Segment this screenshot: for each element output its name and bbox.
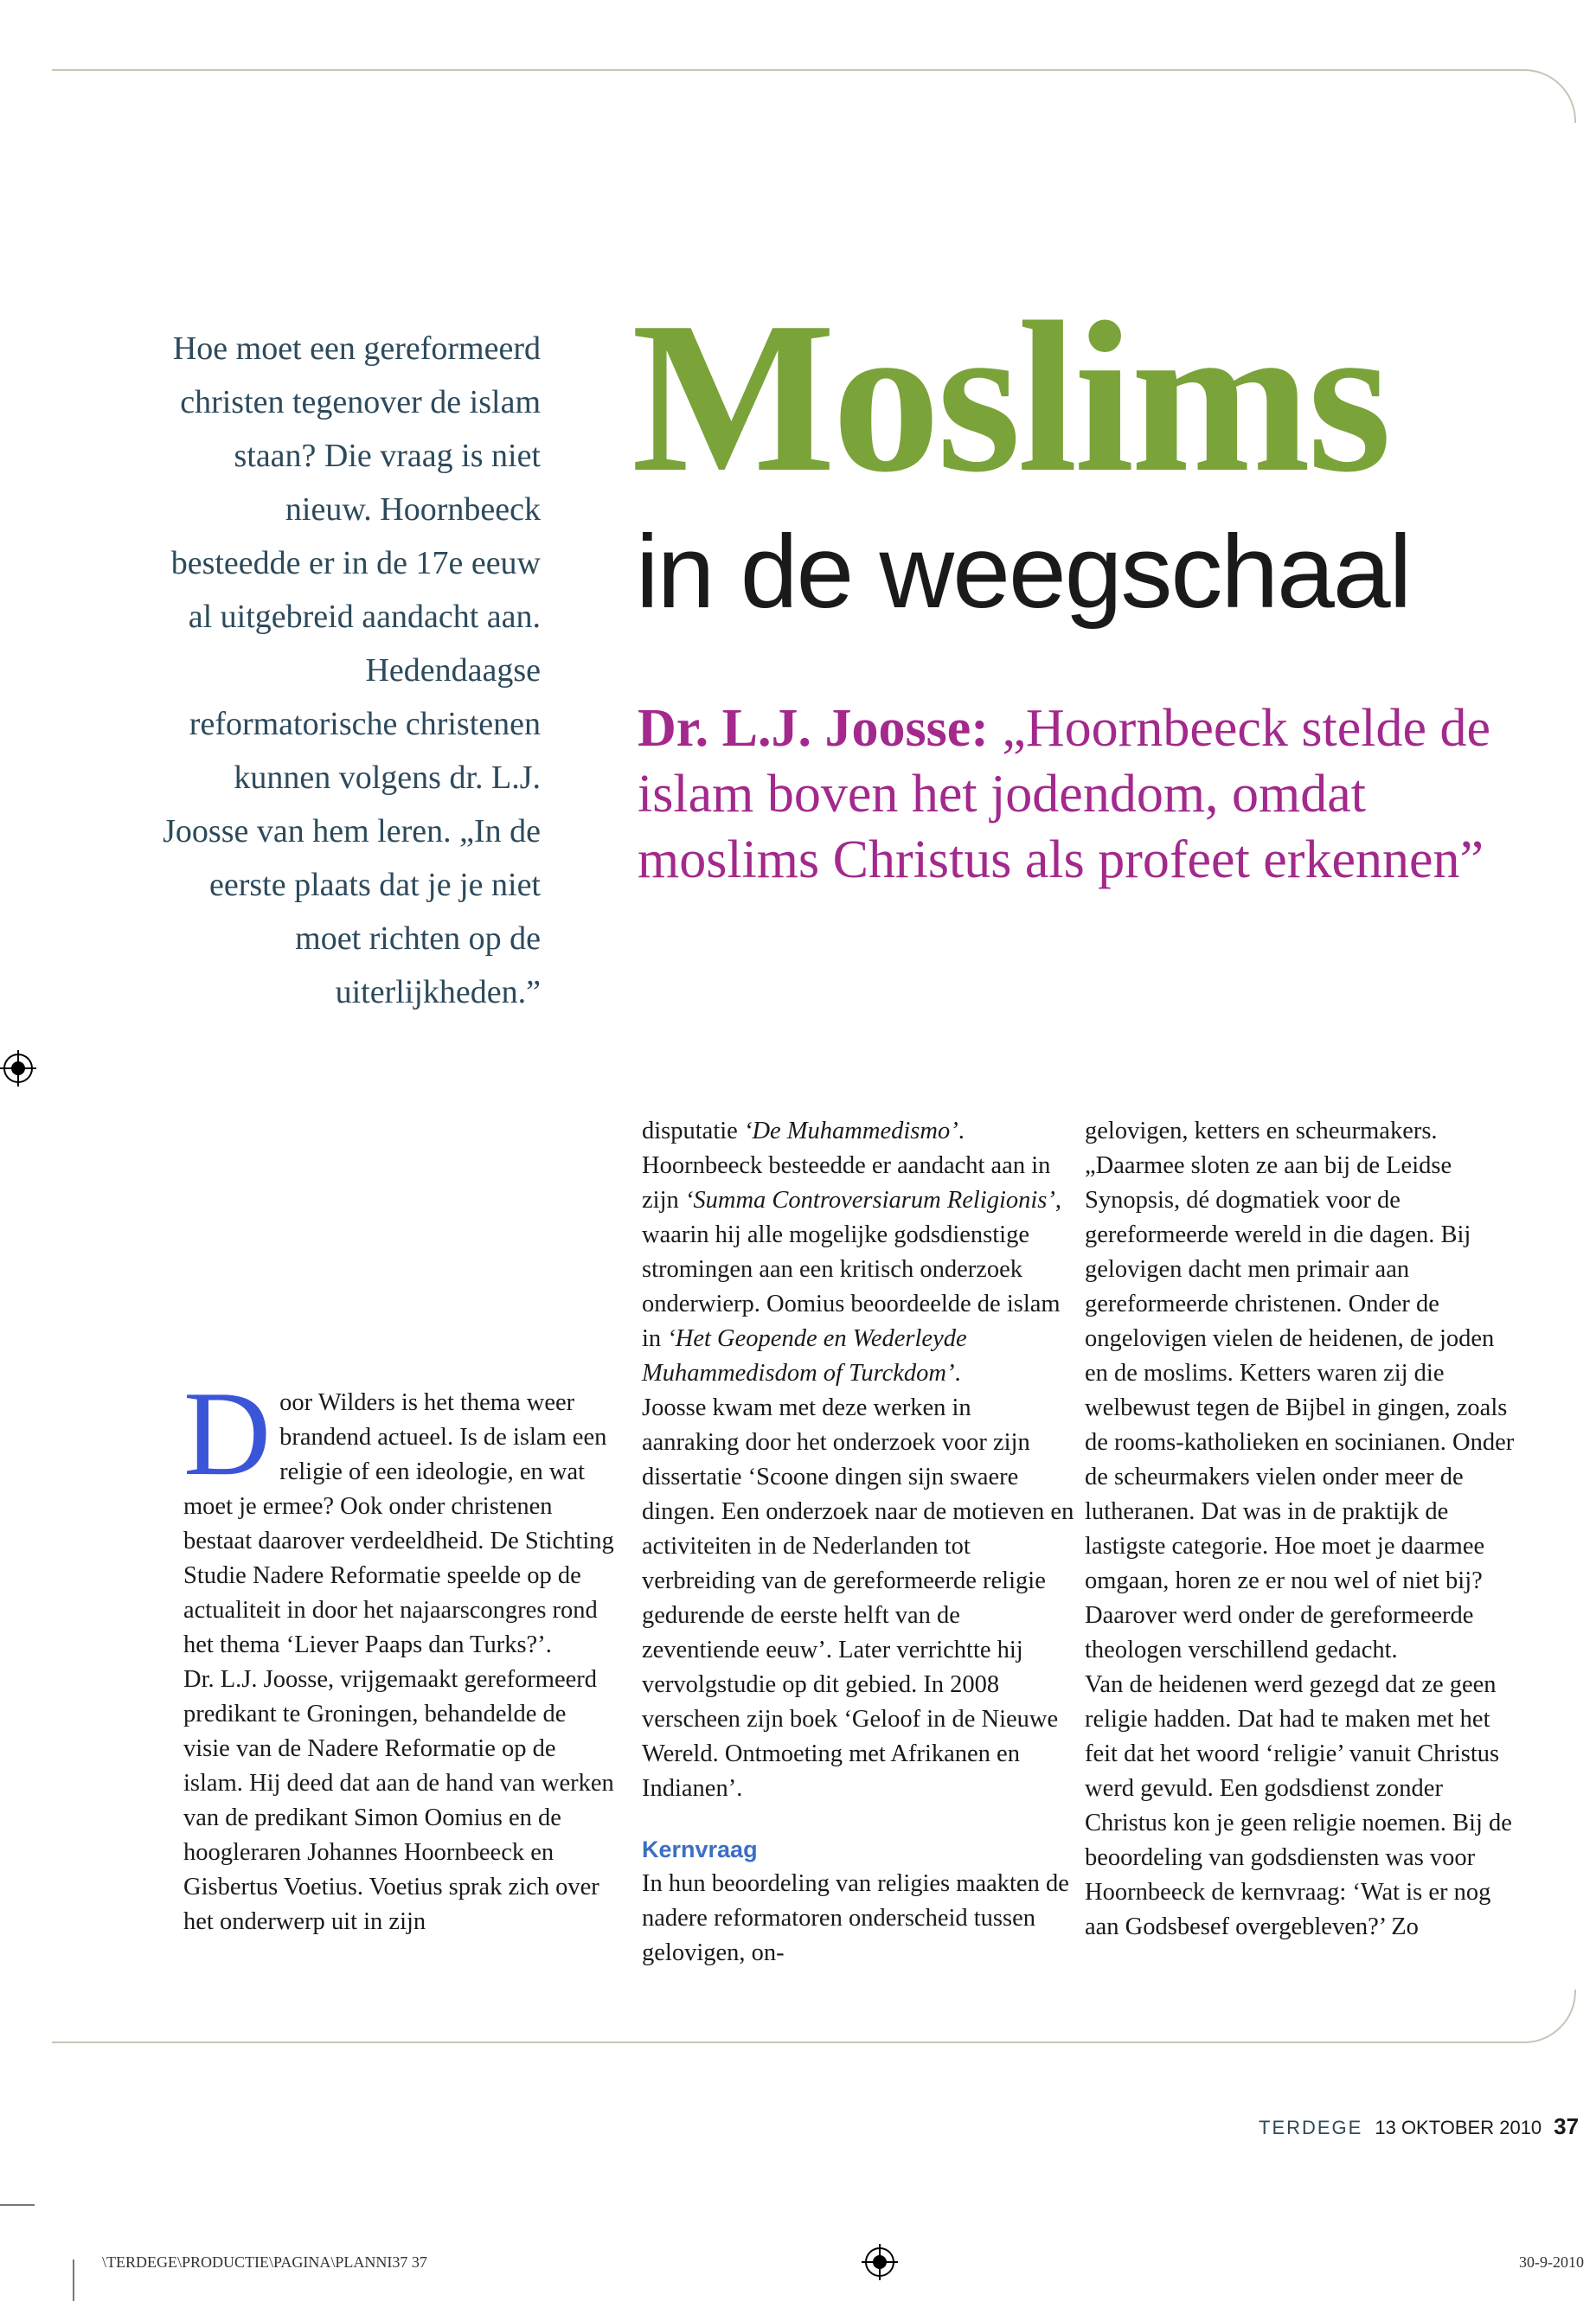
paragraph: In hun beoordeling van religies maakten de nadere reformatoren onderscheid tussen gelovigen, on- — [642, 1870, 1069, 1966]
crop-mark — [0, 2204, 35, 2206]
paragraph: gelovigen, ketters en scheurmakers. „Daarmee sloten ze aan bij de Leidse Synopsis, dé dogmatiek voor de gereformeerde wereld in die dagen. Bij gelovigen dacht men primair aan gereformeerde christenen. Onder de ongelovigen vielen de heidenen, de joden en de moslims. Ketters waren zij die welbewust tegen de Bijbel in gingen, zoals de rooms-katholieken en socinianen. Onder de scheurmakers vielen onder meer de lutheranen. Dat was in de praktijk de lastigste categorie. Hoe moet je daarmee omgaan, horen ze er nou wel of niet bij? Daarover werd onder de gereformeerde theologen verschillend gedacht. — [1085, 1118, 1515, 1663]
issue-date: 13 OKTOBER 2010 — [1375, 2117, 1542, 2138]
paragraph: Joosse kwam met deze werken in aanraking door het onderzoek voor zijn dissertatie ‘Scoone dingen sijn swaere dingen. Een onderzoek naar de motieven en activiteiten in de Nederlanden tot verbreiding van de gereformeerde religie gedurende de eerste helft van de zeventiende eeuw’. Later verrichtte hij vervolgstudie op dit gebied. In 2008 verscheen zijn boek ‘Geloof in de Nieuwe Wereld. Ontmoeting met Afrikanen en Indianen’. — [642, 1394, 1074, 1802]
trim-line-top — [52, 69, 1576, 123]
registration-mark-icon — [865, 2247, 894, 2277]
text-column-1 — [183, 1367, 616, 1939]
crop-mark — [73, 2259, 74, 2301]
text-run: . Hoornbeeck besteedde er aandacht aan in zijn — [642, 1118, 1051, 1214]
work-title: ‘De Muhammedismo’ — [743, 1118, 958, 1144]
page-number: 37 — [1554, 2113, 1580, 2139]
text-run: . — [954, 1360, 961, 1387]
text-run: disputatie — [642, 1118, 744, 1144]
paragraph — [183, 1367, 616, 1663]
print-slug-date: 30-9-2010 — [1519, 2253, 1584, 2271]
paragraph — [642, 1114, 1074, 1391]
intro-text: Hoe moet een gereformeerd christen tegenover de islam staan? Die vraag is niet nieuw. Hoornbeeck besteedde er in de 17e eeuw al uitgebreid aandacht aan. Hedendaagse reformatorische christenen kunnen volgens dr. L.J. Joosse van hem leren. „In de eerste plaats dat je je niet moet richten op de uiterlijkheden.” — [163, 330, 541, 1010]
work-title: ‘Summa Controversiarum Religionis’ — [684, 1187, 1055, 1214]
quote-speaker: Dr. L.J. Joosse: — [638, 699, 989, 758]
trim-line-bottom — [52, 1990, 1576, 2043]
registration-mark-icon — [3, 1054, 33, 1083]
magazine-name: TERDEGE — [1259, 2117, 1363, 2138]
drop-cap: D — [183, 1367, 272, 1501]
work-title: ‘Het Geopende en Wederleyde Muhammedisdom of Turckdom’ — [642, 1325, 967, 1387]
paragraph-text: oor Wilders is het thema weer brandend actueel. Is de islam een religie of een ideologie, en wat moet je ermee? Ook onder christenen bestaat daarover verdeeldheid. De Stichting Studie Nadere Reformatie speelde op de actualiteit in door het najaarscongres rond het thema ‘Liever Paaps dan Turks?’. — [183, 1389, 614, 1658]
quote-text: „Hoornbeeck stelde de islam boven het jodendom, omdat moslims Christus als profeet erkennen” — [638, 699, 1491, 889]
section-subhead: Kernvraag — [642, 1836, 758, 1862]
article-subtitle: in de weegschaal — [636, 514, 1411, 630]
pull-quote — [638, 695, 1520, 893]
paragraph: Van de heidenen werd gezegd dat ze geen religie hadden. Dat had te maken met het feit dat het woord ‘religie’ vanuit Christus werd gevuld. Een godsdienst zonder Christus kon je geen religie noemen. Bij de beoordeling van godsdiensten was voor Hoornbeeck de kernvraag: ‘Wat is er nog aan Godsbesef overgebleven?’ Zo — [1085, 1671, 1512, 1940]
paragraph: Dr. L.J. Joosse, vrijgemaakt gereformeerd predikant te Groningen, behandelde de visie van de Nadere Reformatie op de islam. Hij deed dat aan de hand van werken van de predikant Simon Oomius en de hoogleraren Johannes Hoornbeeck en Gisbertus Voetius. Voetius sprak zich over het onderwerp uit in zijn — [183, 1666, 614, 1935]
text-run: , waarin hij alle mogelijke godsdienstige stromingen aan een kritisch onderzoek onderwierp. Oomius beoordeelde de islam in — [642, 1187, 1062, 1352]
text-column-2 — [642, 1114, 1074, 1971]
page-footer — [1259, 2109, 1596, 2144]
print-slug-path: \TERDEGE\PRODUCTIE\PAGINA\PLANNI37 37 — [102, 2253, 427, 2271]
article-title: Moslims — [631, 278, 1388, 517]
text-column-3 — [1085, 1114, 1517, 1945]
